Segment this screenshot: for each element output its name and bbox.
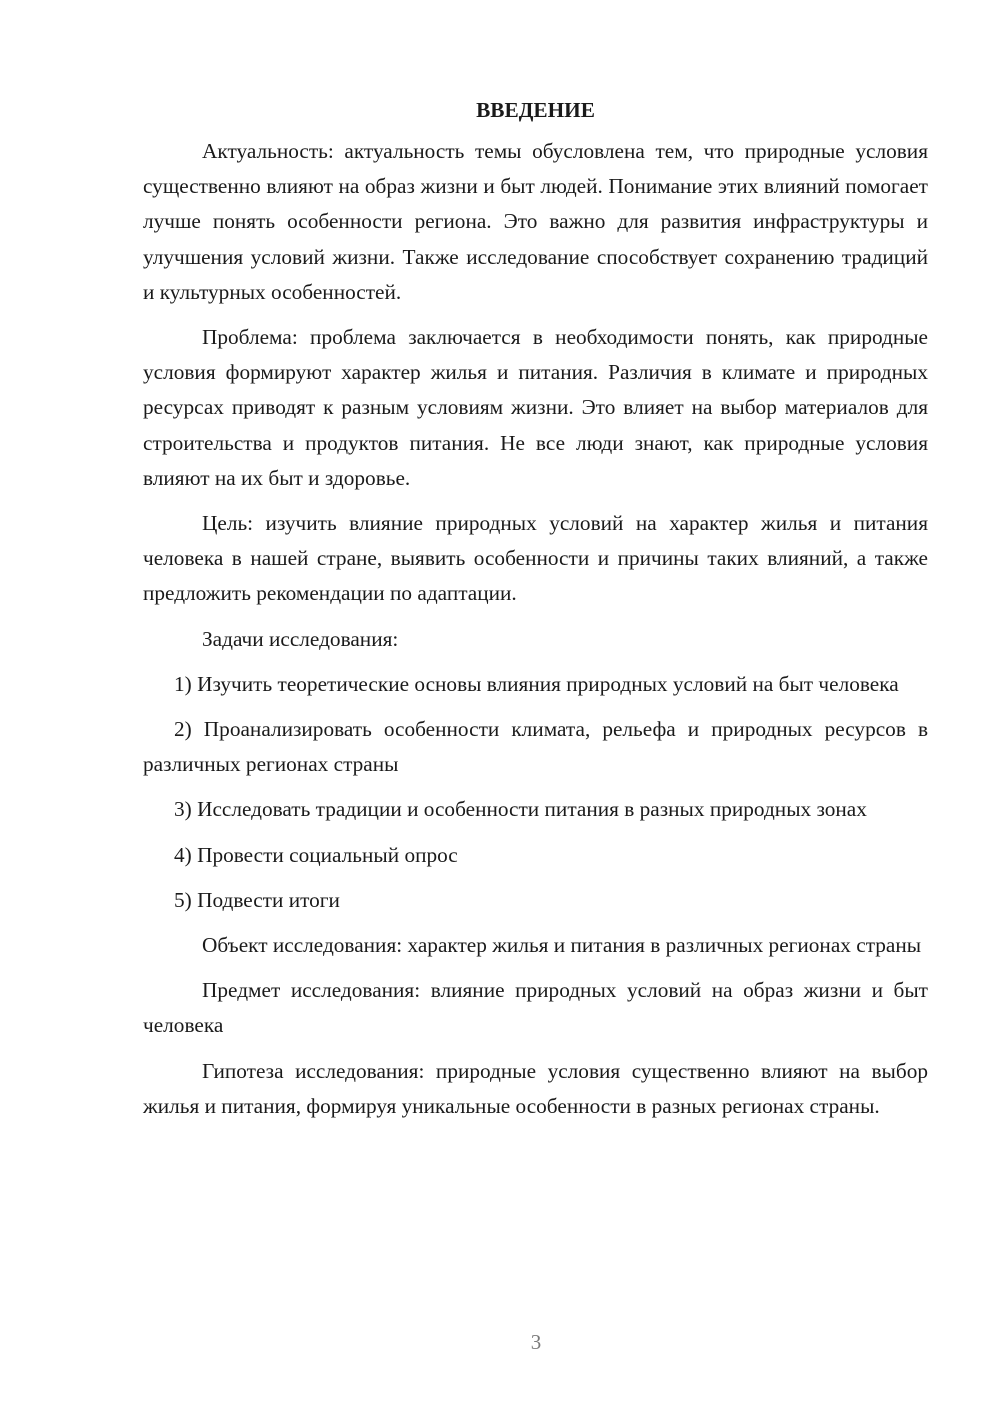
task-item-1: 1) Изучить теоретические основы влияния природных условий на быт человека (174, 671, 899, 696)
task-item-5: 5) Подвести итоги (174, 887, 340, 912)
document-page (143, 93, 928, 1134)
page-number: 3 (530, 1330, 542, 1354)
task-item-2: 2) Проанализировать особенности климата, рельефа и природных ресурсов в различных регионах страны (143, 717, 928, 777)
object-paragraph: Объект исследования: характер жилья и питания в различных регионах страны (202, 933, 922, 958)
tasks-intro: Задачи исследования: (202, 626, 399, 651)
task-item-4: 4) Провести социальный опрос (174, 842, 458, 867)
subject-paragraph: Предмет исследования: влияние природных условий на образ жизни и быт человека (143, 978, 928, 1038)
task-item-3: 3) Исследовать традиции и особенности питания в разных природных зонах (174, 797, 867, 822)
section-heading: ВВЕДЕНИЕ (476, 98, 595, 122)
goal-paragraph: Цель: изучить влияние природных условий на характер жилья и питания человека в нашей стране, выявить особенности и причины таких влияний, а также предложить рекомендации по адаптации. (143, 511, 928, 606)
relevance-paragraph: Актуальность: актуальность темы обусловлена тем, что природные условия существенно влияют на образ жизни и быт людей. Понимание этих влияний помогает лучше понять особенности региона. Это важно для развития инфраструктуры и улучшения условий жизни. Также исследование способствует сохранению традиций и культурных особенностей. (143, 139, 928, 304)
hypothesis-paragraph: Гипотеза исследования: природные условия существенно влияют на выбор жилья и питания, формируя уникальные особенности в разных регионах страны. (143, 1058, 928, 1118)
problem-paragraph: Проблема: проблема заключается в необходимости понять, как природные условия формируют характер жилья и питания. Различия в климате и природных ресурсах приводят к разным условиям жизни. Это влияет на выбор материалов для строительства и продуктов питания. Не все люди знают, как природные условия влияют на их быт и здоровье. (143, 325, 928, 490)
